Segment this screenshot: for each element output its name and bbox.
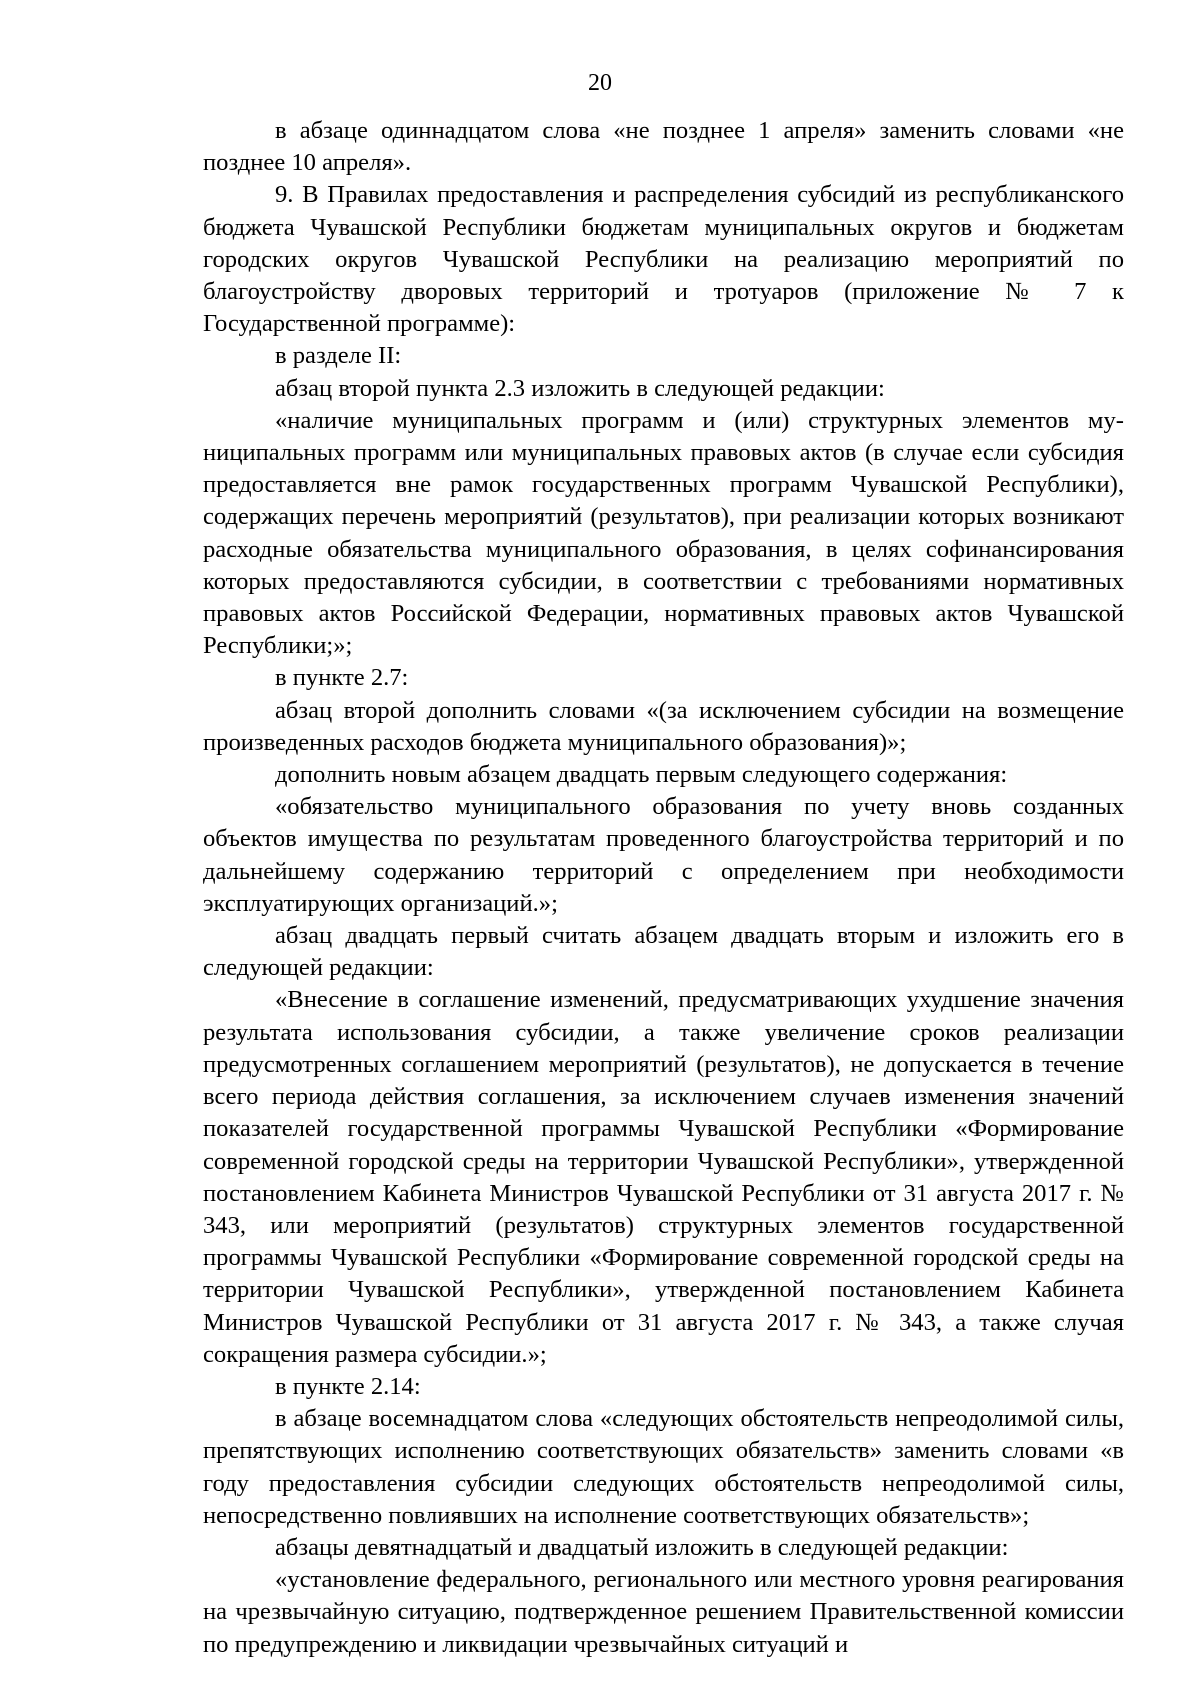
paragraph: в пункте 2.14: xyxy=(275,1372,421,1400)
paragraph: абзац двадцать первый считать абзацем двадцать вторым и изложить его в следующей редакции: xyxy=(203,922,1124,982)
paragraph: «наличие муниципальных программ и (или) структурных элементов муниципальных программ или муниципальных правовых актов (в случае если субсидия предоставляется вне рамок государственных программ Чувашской Республики), содержащих перечень мероприятий (результатов), при реализации которых возникают расходные обязательства муниципального образования, в целях софинансирования которых предоставляются субсидии, в соответствии с требованиями нормативных правовых актов Российской Федерации, нормативных правовых актов Чувашской Республики;»; xyxy=(203,406,1124,660)
document-body xyxy=(203,115,1124,1661)
paragraph: абзац второй дополнить словами «(за исключением субсидии на возмещение произведенных расходов бюджета муниципального образования)»; xyxy=(203,696,1124,756)
page-number: 20 xyxy=(588,70,612,96)
paragraph: в пункте 2.7: xyxy=(275,664,409,692)
paragraph: «обязательство муниципального образования по учету вновь созданных объектов имущества по результатам проведенного благоустройства территорий и по дальнейшему содержанию территорий с определением при необходимости эксплуатирующих организаций.»; xyxy=(203,793,1124,917)
paragraph: в абзаце одиннадцатом слова «не позднее 1 апреля» заменить словами «не позднее 10 апреля». xyxy=(203,117,1124,177)
paragraph: дополнить новым абзацем двадцать первым следующего содержания: xyxy=(275,761,1008,789)
paragraph: «Внесение в соглашение изменений, предусматривающих ухудшение значения результата использования субсидии, а также увеличение сроков реализации предусмотренных соглашением мероприятий (результатов), не допускается в течение всего периода действия соглашения, за исключением случаев изменения значений показателей государственной программы Чувашской Республики «Формирование современной городской среды на территории Чувашской Республики», утвержденной постановлением Кабинета Министров Чувашской Республики от 31 августа 2017 г. № 343, или мероприятий (результатов) структурных элементов государственной программы Чувашской Республики «Формирование современной городской среды на территории Чувашской Республики», утвержденной постановлением Кабинета Министров Чувашской Республики от 31 августа 2017 г. № 343, а также случая сокращения размера субсидии.»; xyxy=(203,986,1124,1368)
paragraph: 9. В Правилах предоставления и распределения субсидий из республиканского бюджета Чувашской Республики бюджетам муниципальных округов и бюджетам городских округов Чувашской Республики на реализацию мероприятий по благоустройству дворовых территорий и тротуаров (приложение № 7 к Государственной программе): xyxy=(203,181,1124,338)
paragraph: «установление федерального, регионального или местного уровня реагирования на чрезвычайную ситуацию, подтвержденное решением Правительственной комиссии по предупреждению и ликвидации чрезвычайных ситуаций и xyxy=(203,1566,1124,1658)
paragraph: в разделе II: xyxy=(275,342,402,370)
paragraph: абзацы девятнадцатый и двадцатый изложить в следующей редакции: xyxy=(275,1533,1009,1561)
paragraph: абзац второй пункта 2.3 изложить в следующей редакции: xyxy=(275,374,885,402)
paragraph: в абзаце восемнадцатом слова «следующих обстоятельств непреодолимой силы, препятствующих исполнению соответствующих обязательств» заменить словами «в году предоставления субсидии следующих обстоятельств непреодолимой силы, непосредственно повлиявших на исполнение соответствующих обязательств»; xyxy=(203,1405,1124,1529)
